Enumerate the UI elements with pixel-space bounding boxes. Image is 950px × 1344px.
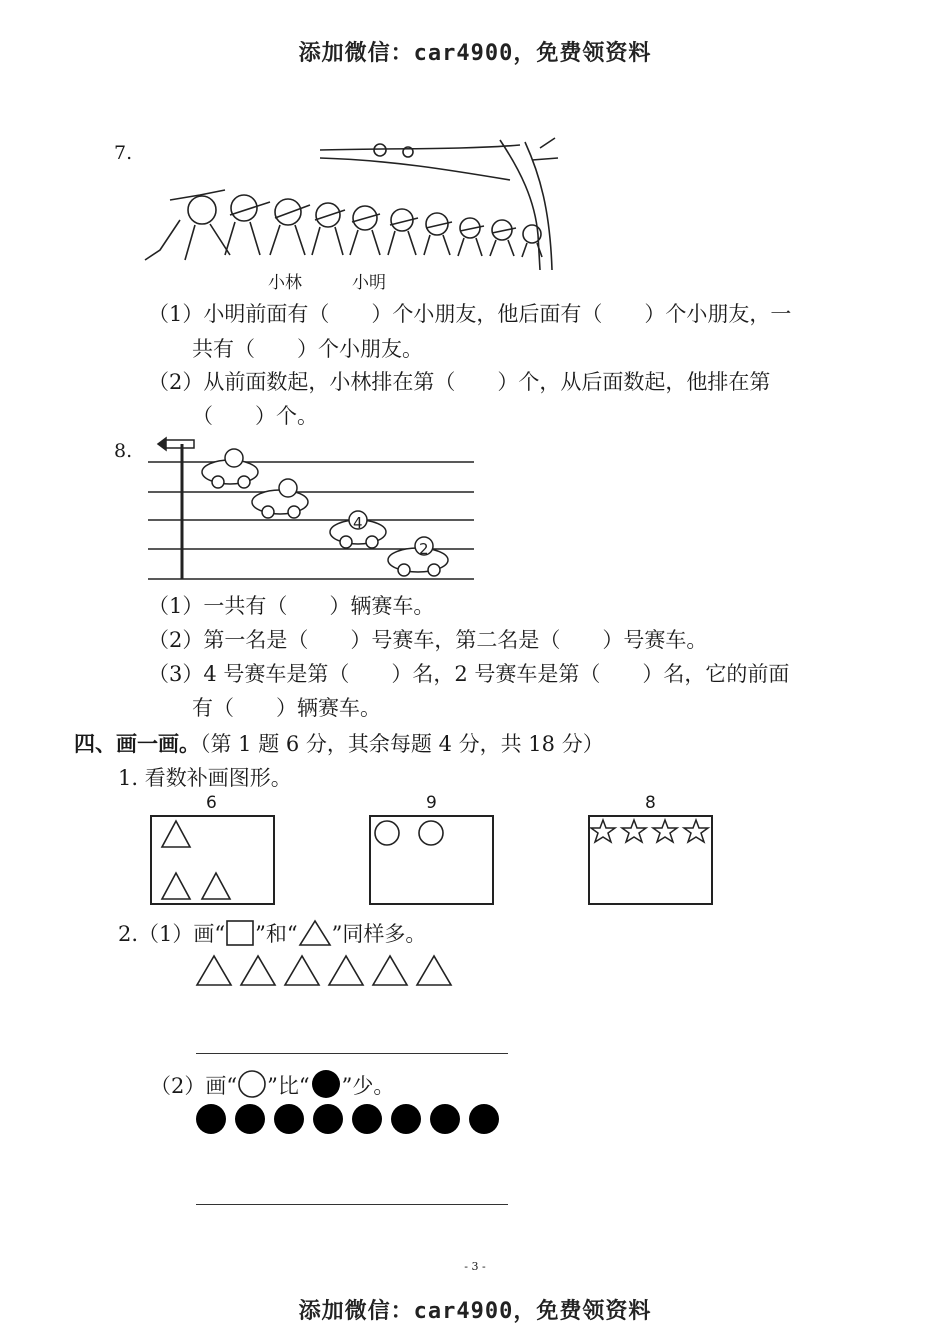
q2p1-middle: ”和“ (255, 922, 298, 946)
hollow-circle-icon (237, 1069, 267, 1099)
q7-part1-line2: 共有（ ）个小朋友。 (192, 337, 423, 361)
section4-title: 四、画一画。 (74, 731, 200, 756)
label-xiaoming: 小明 (352, 273, 386, 293)
car-number-label-b: 2 (419, 540, 429, 558)
q2p2-answer-line[interactable] (196, 1204, 508, 1205)
footer-banner: 添加微信：car4900，免费领资料 (298, 1299, 652, 1324)
label-xiaolin: 小林 (268, 273, 302, 293)
triangle-icon (373, 956, 407, 985)
q2p2-prefix: （2）画“ (150, 1074, 238, 1098)
triangle-icon (162, 821, 190, 847)
race-car-4 (388, 537, 448, 576)
star-icon (684, 820, 708, 842)
q7-number: 7. (114, 142, 133, 164)
triangle-icon (329, 956, 363, 985)
race-track-illustration (148, 436, 474, 582)
section4-note: （第 1 题 6 分，其余每题 4 分，共 18 分） (200, 732, 604, 756)
q8-part2: （2）第一名是（ ）号赛车，第二名是（ ）号赛车。 (148, 628, 708, 652)
race-car-1 (202, 449, 258, 488)
q8-part3-line1: （3）4 号赛车是第（ ）名，2 号赛车是第（ ）名，它的前面 (148, 662, 790, 686)
star-icon (653, 820, 677, 842)
filled-circle-icon (469, 1104, 499, 1134)
children-exercise-illustration (140, 130, 560, 275)
triangle-icon (241, 956, 275, 985)
car-number-label-a: 4 (353, 514, 363, 532)
square-icon (225, 919, 255, 947)
q7-part2-line2: （ ）个。 (192, 404, 318, 428)
triangle-icon (202, 873, 230, 899)
circle-icon (375, 821, 399, 845)
q2p1-prefix: 2.（1）画“ (118, 922, 226, 946)
filled-circle-icon (352, 1104, 382, 1134)
box3-stars (588, 815, 713, 905)
q2p2-middle: ”比“ (267, 1074, 310, 1098)
s4-q2-part2 (150, 1069, 394, 1100)
box2-number: 9 (426, 793, 437, 813)
page-number: - 3 - (464, 1260, 486, 1273)
q7-part1-line1: （1）小明前面有（ ）个小朋友，他后面有（ ）个小朋友，一 (148, 302, 792, 326)
filled-circle-icon (235, 1104, 265, 1134)
q2p1-answer-line[interactable] (196, 1053, 508, 1054)
s4-q2-part1 (118, 918, 426, 948)
q7-part2-line1: （2）从前面数起，小林排在第（ ）个，从后面数起，他排在第 (148, 370, 771, 394)
triangle-icon (162, 873, 190, 899)
q8-number: 8. (114, 440, 133, 462)
triangle-icon (197, 956, 231, 985)
box2-circles (369, 815, 494, 905)
s4-q1-text: 1. 看数补画图形。 (118, 766, 292, 790)
race-car-2 (252, 479, 308, 518)
filled-circle-icon (313, 1104, 343, 1134)
box3-number: 8 (645, 793, 656, 813)
header-banner: 添加微信：car4900，免费领资料 (298, 41, 652, 66)
triangle-icon (298, 919, 332, 947)
q2p1-suffix: ”同样多。 (331, 922, 427, 946)
filled-circle-icon (430, 1104, 460, 1134)
q8-part1: （1）一共有（ ）辆赛车。 (148, 594, 435, 618)
triangle-icon (285, 956, 319, 985)
q2-filled-circle-row (195, 1103, 505, 1137)
filled-circle-icon (274, 1104, 304, 1134)
q2p2-suffix: ”少。 (341, 1074, 395, 1098)
q2-triangle-row (194, 954, 456, 988)
filled-circle-icon (391, 1104, 421, 1134)
filled-circle-icon (310, 1069, 342, 1099)
box1-number: 6 (206, 793, 217, 813)
filled-circle-icon (196, 1104, 226, 1134)
circle-icon (419, 821, 443, 845)
box1-triangles (150, 815, 275, 905)
section4-heading (74, 728, 604, 758)
star-icon (591, 820, 615, 842)
star-icon (622, 820, 646, 842)
triangle-icon (417, 956, 451, 985)
q8-part3-line2: 有（ ）辆赛车。 (192, 696, 381, 720)
